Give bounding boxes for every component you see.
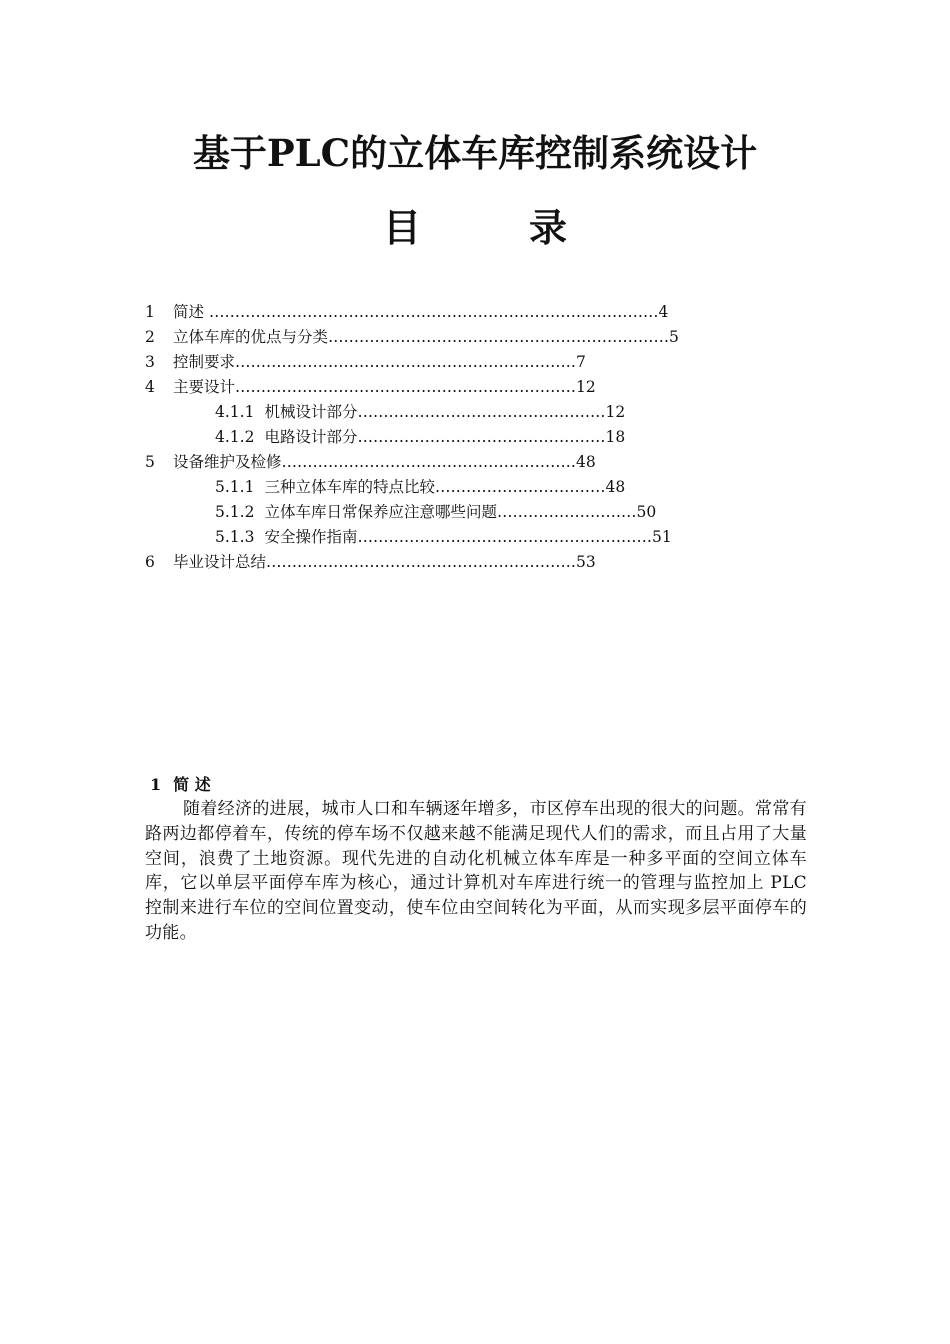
toc-entry-number: 5 [145,453,155,471]
toc-entry-page: 48 [576,453,596,471]
toc-entry-leader: …………………………………………………… [266,553,577,571]
toc-entry-label: 控制要求 [173,353,236,371]
toc-entry-leader: ………………………………………………… [281,453,577,471]
toc-entry-leader: ………………………………………………………… [328,328,670,346]
section-title: 简 述 [173,775,211,794]
toc-entry-page: 53 [576,553,596,571]
toc-entry-number: 5.1.2 [215,503,255,521]
toc-entry[interactable] [145,325,805,350]
toc-entry-leader: …………………………………………………………………………… [208,303,659,321]
toc-entry-label: 三种立体车库的特点比较 [264,478,435,496]
toc-heading-char-2: 录 [529,205,568,250]
toc-subentry[interactable] [145,400,805,425]
table-of-contents [145,300,805,575]
toc-subentry[interactable] [145,525,805,550]
toc-entry-leader: …………………………… [434,478,606,496]
toc-entry-page: 4 [658,303,669,321]
toc-entry-number: 4.1.1 [215,403,255,421]
toc-subentry[interactable] [145,425,805,450]
toc-entry-label: 安全操作指南 [264,528,358,546]
toc-entry-label: 主要设计 [173,378,236,396]
toc-subentry[interactable] [145,475,805,500]
toc-entry-number: 2 [145,328,155,346]
toc-entry-label: 机械设计部分 [264,403,358,421]
toc-entry-page: 5 [669,328,679,346]
section-body-paragraph: 随着经济的进展，城市人口和车辆逐年增多，市区停车出现的很大的问题。常常有路两边都停着车，传统的停车场不仅越来越不能满足现代人们的需求，而且占用了大量空间，浪费了土地资源。现代先进的自动化机械立体车库是一种多平面的空间立体车库，它以单层平面停车库为核心，通过计算机对车库进行统一的管理与监控加上 PLC 控制来进行车位的空间位置变动，使车位由空间转化为平面，从而实现多层平面停车的功能。 [145,799,807,943]
toc-entry-label: 立体车库日常保养应注意哪些问题 [264,503,497,521]
toc-entry-page: 51 [651,528,672,546]
section-number: 1 [150,775,162,794]
toc-heading-char-1: 目 [382,205,421,250]
toc-entry-number: 4.1.2 [215,428,255,446]
toc-entry-label: 电路设计部分 [264,428,358,446]
toc-entry-number: 4 [145,378,155,396]
toc-subentry[interactable] [145,500,805,525]
toc-entry-page: 50 [636,503,657,521]
toc-entry-number: 5.1.1 [215,478,255,496]
toc-entry-leader: ………………………………………… [357,403,606,421]
toc-entry-number: 6 [145,553,155,571]
toc-entry-label: 简述 [173,303,209,321]
toc-entry-number: 1 [145,303,155,321]
toc-entry[interactable] [145,375,805,400]
toc-entry-leader: ………………………………………………………… [235,378,577,396]
toc-entry-page: 12 [576,378,596,396]
section-introduction [145,773,807,946]
toc-entry-leader: ………………………………………………… [357,528,652,546]
toc-entry-number: 3 [145,353,155,371]
toc-entry-leader: ………………………………………………………… [235,353,577,371]
toc-heading [0,200,950,256]
toc-entry-label: 立体车库的优点与分类 [173,328,329,346]
toc-entry[interactable] [145,550,805,575]
toc-entry-label: 设备维护及检修 [173,453,282,471]
toc-entry[interactable] [145,300,805,325]
section-heading [145,773,807,797]
toc-entry-leader: ………………………………………… [357,428,606,446]
toc-entry-page: 18 [605,428,626,446]
toc-entry-page: 48 [605,478,626,496]
toc-entry[interactable] [145,350,805,375]
toc-entry-page: 7 [576,353,586,371]
toc-entry-number: 5.1.3 [215,528,255,546]
toc-entry-label: 毕业设计总结 [173,553,267,571]
toc-entry-page: 12 [605,403,626,421]
toc-entry[interactable] [145,450,805,475]
toc-entry-leader: ……………………… [496,503,637,521]
document-title: 基于PLC的立体车库控制系统设计 [192,131,758,175]
